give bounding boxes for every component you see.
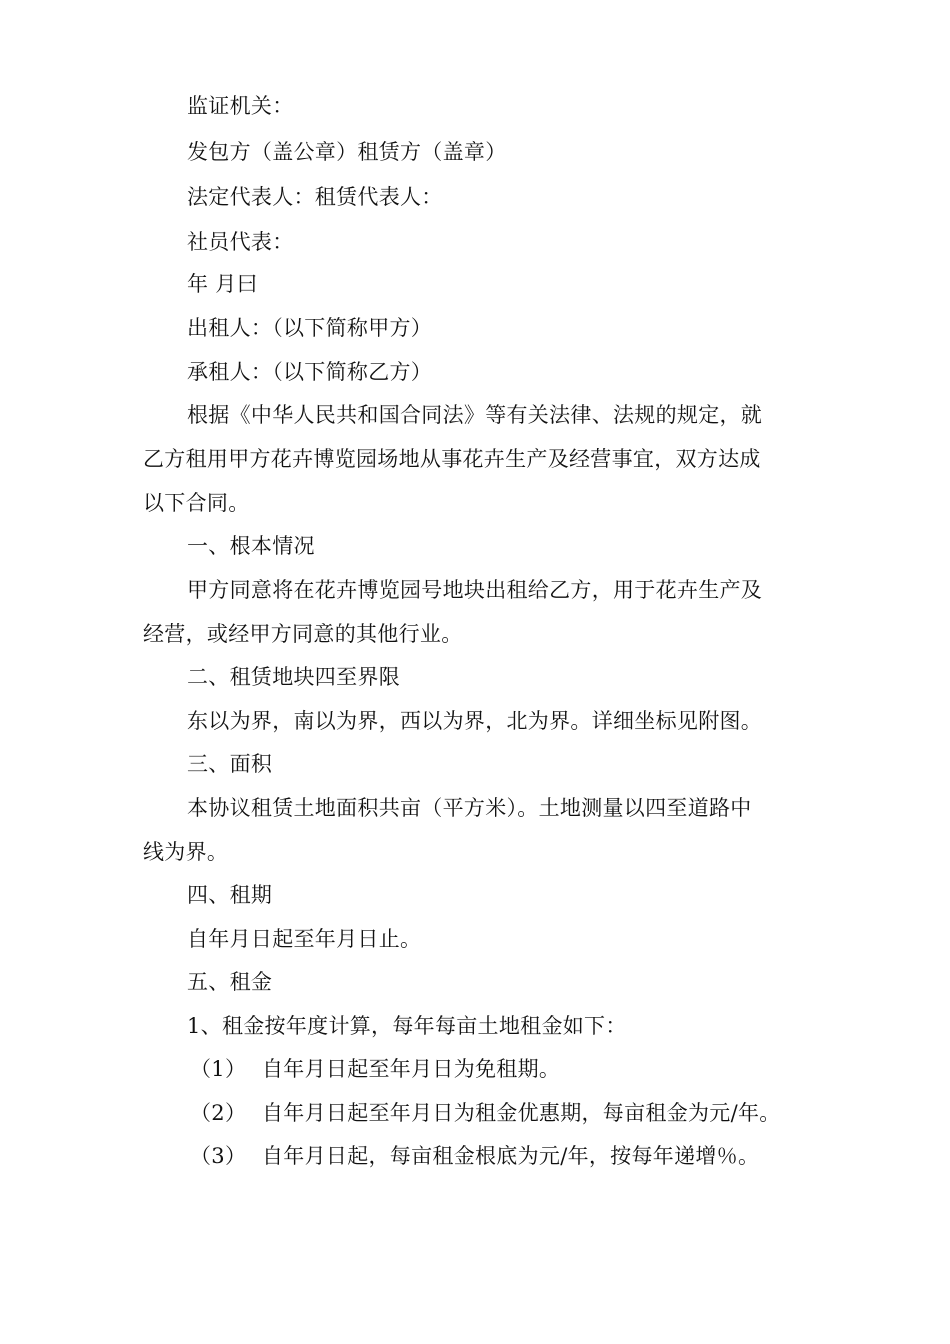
date-line: 年 月曰 [187, 272, 258, 296]
rent-item [143, 1099, 807, 1127]
member-representative-line: 社员代表： [187, 230, 294, 254]
rent-item [143, 1055, 807, 1083]
section-heading-basic: 一、根本情况 [187, 534, 315, 558]
section-heading-boundaries: 二、租赁地块四至界限 [187, 665, 400, 689]
legal-representative-line: 法定代表人：租赁代表人： [187, 185, 443, 209]
rent-item-text: 自年月日起至年月日为租金优惠期，每亩租金为元/年。 [262, 1101, 781, 1125]
section-heading-rent: 五、租金 [187, 970, 273, 994]
rent-item-text: 自年月日起至年月日为免租期。 [262, 1057, 561, 1081]
term-paragraph: 自年月日起至年月日止。 [187, 927, 422, 951]
basic-paragraph-line-1: 甲方同意将在花卉博览园号地块出租给乙方，用于花卉生产及 [187, 578, 763, 602]
preamble-paragraph-line-2: 乙方租用甲方花卉博览园场地从事花卉生产及经营事宜，双方达成 [143, 447, 761, 471]
lessee-line: 承租人：（以下简称乙方） [187, 360, 433, 384]
section-heading-term: 四、租期 [187, 883, 273, 907]
boundaries-paragraph: 东以为界，南以为界，西以为界，北为界。详细坐标见附图。 [187, 709, 763, 733]
preamble-paragraph-line-3: 以下合同。 [143, 491, 250, 515]
rent-item-number: （2） [190, 1101, 247, 1125]
signature-parties-line: 发包方（盖公章）租赁方（盖章） [187, 140, 507, 164]
basic-paragraph-line-2: 经营，或经甲方同意的其他行业。 [143, 622, 463, 646]
area-paragraph-line-2: 线为界。 [143, 840, 229, 864]
supervision-authority-line: 监证机关： [187, 94, 294, 118]
rent-item-text: 自年月日起，每亩租金根底为元/年，按每年递增％。 [262, 1144, 760, 1168]
preamble-paragraph-line-1: 根据《中华人民共和国合同法》等有关法律、法规的规定，就 [187, 403, 763, 427]
section-heading-area: 三、面积 [187, 752, 273, 776]
area-paragraph-line-1: 本协议租赁土地面积共亩（平方米）。土地测量以四至道路中 [187, 796, 752, 820]
rent-item-number: （1） [190, 1057, 247, 1081]
rent-item-number: （3） [190, 1144, 247, 1168]
rent-clause-1: 1、租金按年度计算，每年每亩土地租金如下： [187, 1014, 627, 1038]
lessor-line: 出租人：（以下简称甲方） [187, 316, 433, 340]
rent-item [143, 1142, 807, 1170]
